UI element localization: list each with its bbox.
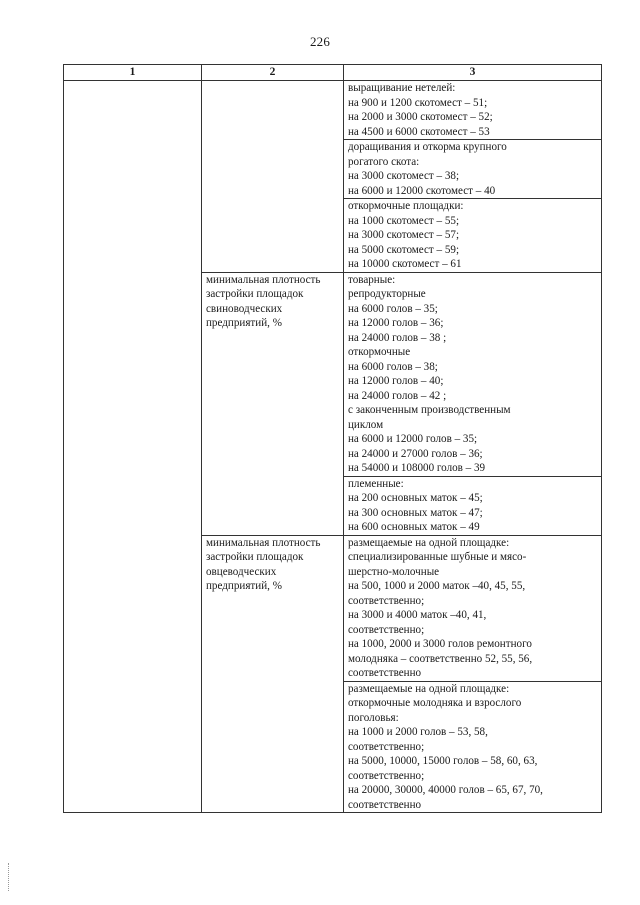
value-line: соответственно (348, 798, 422, 811)
value-line: на 20000, 30000, 40000 голов – 65, 67, 70, (348, 784, 543, 796)
value-line: на 3000 и 4000 маток –40, 41, (348, 609, 487, 621)
value-line: размещаемые на одной площадке: (348, 536, 510, 549)
value-cell (344, 272, 602, 476)
value-line: на 500, 1000 и 2000 маток –40, 45, 55, (348, 580, 526, 592)
parameter-cell (202, 272, 344, 535)
value-line: на 3000 скотомест – 38; (348, 170, 460, 182)
value-line: на 6000 и 12000 скотомест – 40 (348, 184, 496, 197)
value-line: соответственно; (348, 769, 425, 782)
value-line: рогатого скота: (348, 155, 420, 168)
value-line: товарные: (348, 273, 396, 286)
parameter-line: застройки площадок (206, 551, 304, 563)
value-line: поголовья: (348, 711, 399, 724)
table-header-row (64, 65, 602, 81)
value-line: циклом (348, 418, 384, 431)
parameter-line: предприятий, % (206, 317, 282, 329)
value-line: на 24000 голов – 38 ; (348, 331, 447, 344)
parameter-line: свиноводческих (206, 302, 283, 315)
value-line: выращивание нетелей: (348, 82, 456, 94)
value-line: молодняка – соответственно 52, 55, 56, (348, 652, 533, 665)
value-cell (344, 476, 602, 535)
value-line: на 6000 голов – 35; (348, 302, 438, 315)
value-line: на 200 основных маток – 45; (348, 492, 483, 504)
table-row (64, 81, 602, 140)
value-line: на 6000 голов – 38; (348, 360, 438, 373)
value-line: на 10000 скотомест – 61 (348, 258, 462, 270)
value-line: откормочные площадки: (348, 200, 464, 212)
norms-table (63, 64, 602, 813)
parameter-line: предприятий, % (206, 580, 282, 592)
column-header: 1 (64, 65, 202, 81)
value-cell (344, 81, 602, 140)
value-line: на 4500 и 6000 скотомест – 53 (348, 125, 490, 138)
value-line: размещаемые на одной площадке: (348, 682, 510, 695)
value-line: на 900 и 1200 скотомест – 51; (348, 96, 488, 109)
value-line: откормочные молодняка и взрослого (348, 697, 522, 709)
value-line: на 12000 голов – 40; (348, 375, 444, 387)
parameter-line: застройки площадок (206, 288, 304, 300)
value-line: на 600 основных маток – 49 (348, 521, 480, 533)
value-line: специализированные шубные и мясо- (348, 551, 527, 563)
value-line: на 6000 и 12000 голов – 35; (348, 433, 478, 445)
value-line: на 3000 скотомест – 57; (348, 229, 460, 241)
parameter-line: овцеводческих (206, 565, 277, 578)
parameter-line: минимальная плотность (206, 273, 321, 286)
column-header: 3 (344, 65, 602, 81)
parameter-cell (202, 535, 344, 813)
value-line: на 5000, 10000, 15000 голов – 58, 60, 63, (348, 755, 538, 767)
value-line: на 24000 и 27000 голов – 36; (348, 447, 483, 460)
page-number: 226 (309, 34, 331, 49)
table-body (64, 81, 602, 813)
value-cell (344, 140, 602, 199)
value-line: на 5000 скотомест – 59; (348, 243, 460, 256)
parameter-cell (202, 81, 344, 273)
value-line: на 1000 скотомест – 55; (348, 214, 460, 227)
value-line: с законченным производственным (348, 404, 511, 416)
value-cell (344, 535, 602, 681)
value-line: племенные: (348, 477, 404, 490)
value-cell (344, 681, 602, 813)
parameter-line: минимальная плотность (206, 536, 321, 549)
value-line: на 24000 голов – 42 ; (348, 389, 447, 402)
value-line: на 2000 и 3000 скотомест – 52; (348, 111, 493, 123)
value-line: на 1000 и 2000 голов – 53, 58, (348, 726, 488, 738)
value-cell (344, 199, 602, 273)
value-line: на 300 основных маток – 47; (348, 506, 483, 519)
margin-mark (8, 863, 10, 891)
value-line: на 1000, 2000 и 3000 голов ремонтного (348, 638, 532, 650)
value-line: соответственно; (348, 594, 425, 607)
value-line: соответственно; (348, 623, 425, 636)
value-line: доращивания и откорма крупного (348, 141, 507, 153)
column-1-cell (64, 81, 202, 813)
value-line: шерстно-молочные (348, 565, 440, 578)
value-line: на 12000 голов – 36; (348, 317, 444, 329)
value-line: соответственно (348, 667, 422, 679)
value-line: соответственно; (348, 740, 425, 753)
column-header: 2 (202, 65, 344, 81)
value-line: репродукторные (348, 288, 426, 300)
value-line: на 54000 и 108000 голов – 39 (348, 462, 486, 474)
value-line: откормочные (348, 346, 411, 358)
